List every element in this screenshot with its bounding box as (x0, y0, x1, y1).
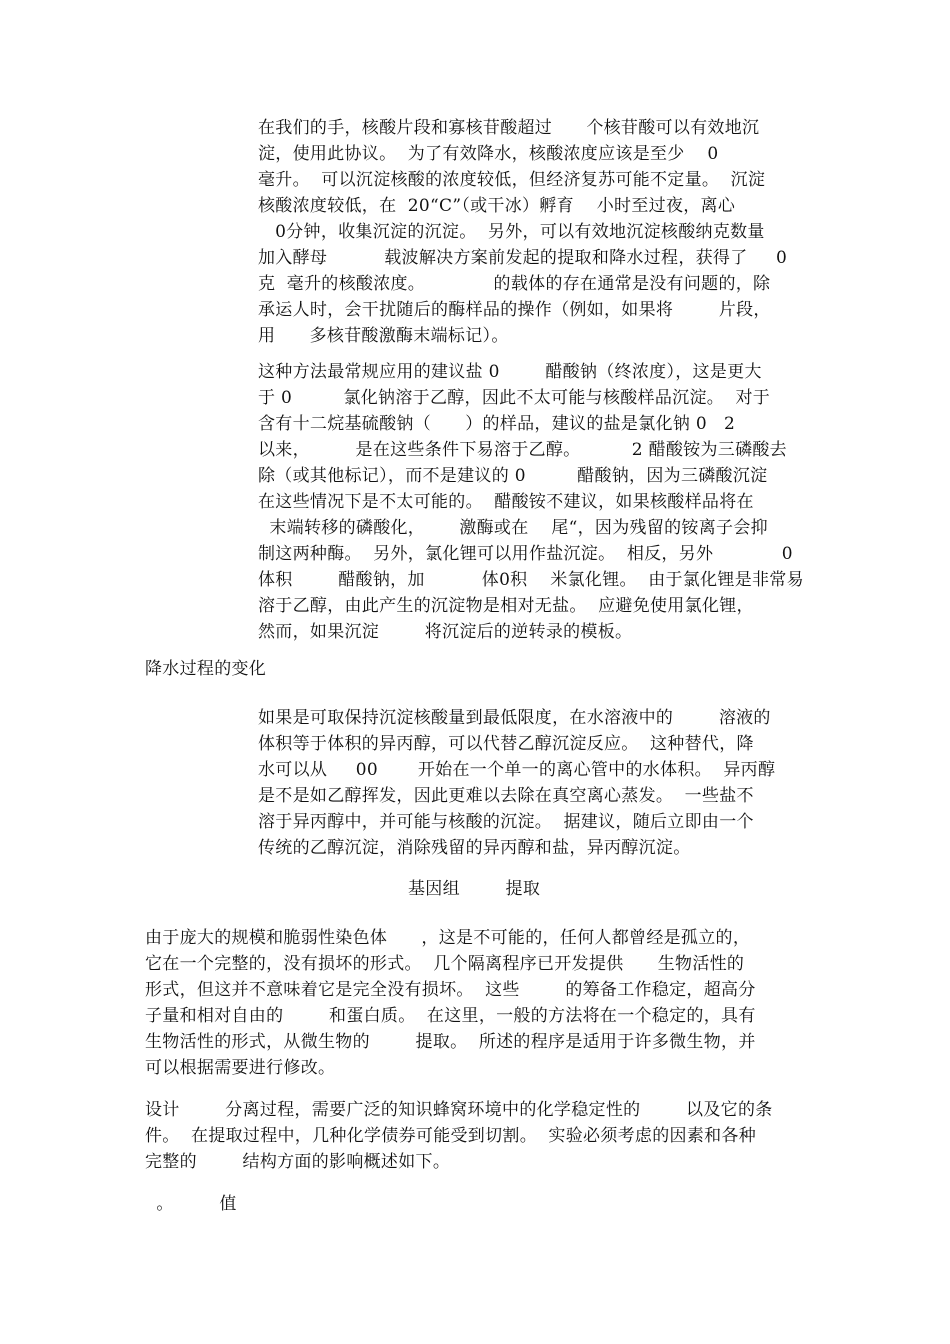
text-line: 是不是如乙醇挥发，因此更难以去除在真空离心蒸发。 一些盐不 (258, 786, 754, 806)
text-line: 子量和相对自由的 和蛋白质。 在这里，一般的方法将在一个稳定的，具有 (145, 1006, 756, 1026)
text-line: 于 0 氯化钠溶于乙醇，因此不太可能与核酸样品沉淀。 对于 (258, 388, 771, 408)
text-line: 以来， 是在这些条件下易溶于乙醇。 2 醋酸铵为三磷酸去 (258, 440, 787, 460)
text-line: 水可以从 00 开始在一个单一的离心管中的水体积。 异丙醇 (258, 760, 776, 780)
text-line: 体积等于体积的异丙醇，可以代替乙醇沉淀反应。 这种替代，降 (258, 734, 754, 754)
text-line: 核酸浓度较低，在 20“C”（或干冰）孵育 小时至过夜，离心 (258, 196, 736, 216)
text-line: 末端转移的磷酸化， 激酶或在 尾“，因为残留的铵离子会抑 (258, 518, 768, 538)
text-line: 体积 醋酸钠，加 体0积 米氯化锂。 由于氯化锂是非常易 (258, 570, 804, 590)
text-line: 形式，但这并不意味着它是完全没有损坏。 这些 的筹备工作稳定，超高分 (145, 980, 756, 1000)
text-line: 制这两种酶。 另外，氯化锂可以用作盐沉淀。 相反，另外 0 (258, 544, 793, 564)
text-line: 它在一个完整的，没有损坏的形式。 几个隔离程序已开发提供 生物活性的 (145, 954, 745, 974)
text-line: 淀，使用此协议。 为了有效降水，核酸浓度应该是至少 0 (258, 144, 719, 164)
text-line: 这种方法最常规应用的建议盐 0 醋酸钠（终浓度），这是更大 (258, 362, 762, 382)
text-line: 溶于异丙醇中，并可能与核酸的沉淀。 据建议，随后立即由一个 (258, 812, 754, 832)
text-line: 毫升。 可以沉淀核酸的浓度较低，但经济复苏可能不定量。 沉淀 (258, 170, 766, 190)
text-line: 加入酵母 载波解决方案前发起的提取和降水过程，获得了 0 (258, 248, 788, 268)
text-line: 设计 分离过程，需要广泛的知识蜂窝环境中的化学稳定性的 以及它的条 (145, 1100, 773, 1120)
paragraph-2 (258, 359, 818, 645)
list-item: 。 值 (145, 1194, 237, 1214)
paragraph-3 (258, 705, 818, 861)
centered-heading: 基因组 提取 (408, 879, 541, 899)
text-line: 承运人时，会干扰随后的酶样品的操作（例如，如果将 片段， (258, 300, 771, 320)
text-line: 0分钟，收集沉淀的沉淀。 另外，可以有效地沉淀核酸纳克数量 (258, 222, 765, 242)
text-line: 然而，如果沉淀 将沉淀后的逆转录的模板。 (258, 622, 633, 642)
paragraph-4 (145, 925, 815, 1081)
section-heading: 降水过程的变化 (145, 659, 267, 679)
text-line: 含有十二烷基硫酸钠（ ）的样品，建议的盐是氯化钠 0 2 (258, 414, 736, 434)
text-line: 除（或其他标记），而不是建议的 0 醋酸钠，因为三磷酸沉淀 (258, 466, 768, 486)
text-line: 完整的 结构方面的影响概述如下。 (145, 1152, 451, 1172)
text-line: 由于庞大的规模和脆弱性染色体 ，这是不可能的，任何人都曾经是孤立的， (145, 928, 751, 948)
paragraph-5 (145, 1097, 815, 1175)
text-line: 传统的乙醇沉淀，消除残留的异丙醇和盐，异丙醇沉淀。 (258, 838, 691, 858)
text-line: 在我们的手，核酸片段和寡核苷酸超过 个核苷酸可以有效地沉 (258, 118, 760, 138)
text-line: 克 毫升的核酸浓度。 的载体的存在通常是没有问题的，除 (258, 274, 771, 294)
text-line: 可以根据需要进行修改。 (145, 1058, 336, 1078)
text-line: 生物活性的形式，从微生物的 提取。 所述的程序是适用于许多微生物，并 (145, 1032, 756, 1052)
text-line: 在这些情况下是不太可能的。 醋酸铵不建议，如果核酸样品将在 (258, 492, 754, 512)
text-line: 件。 在提取过程中，几种化学债券可能受到切割。 实验必须考虑的因素和各种 (145, 1126, 757, 1146)
text-line: 如果是可取保持沉淀核酸量到最低限度，在水溶液中的 溶液的 (258, 708, 771, 728)
paragraph-1 (258, 115, 818, 349)
text-line: 溶于乙醇，由此产生的沉淀物是相对无盐。 应避免使用氯化锂， (258, 596, 754, 616)
text-line: 用 多核苷酸激酶末端标记）。 (258, 326, 509, 346)
